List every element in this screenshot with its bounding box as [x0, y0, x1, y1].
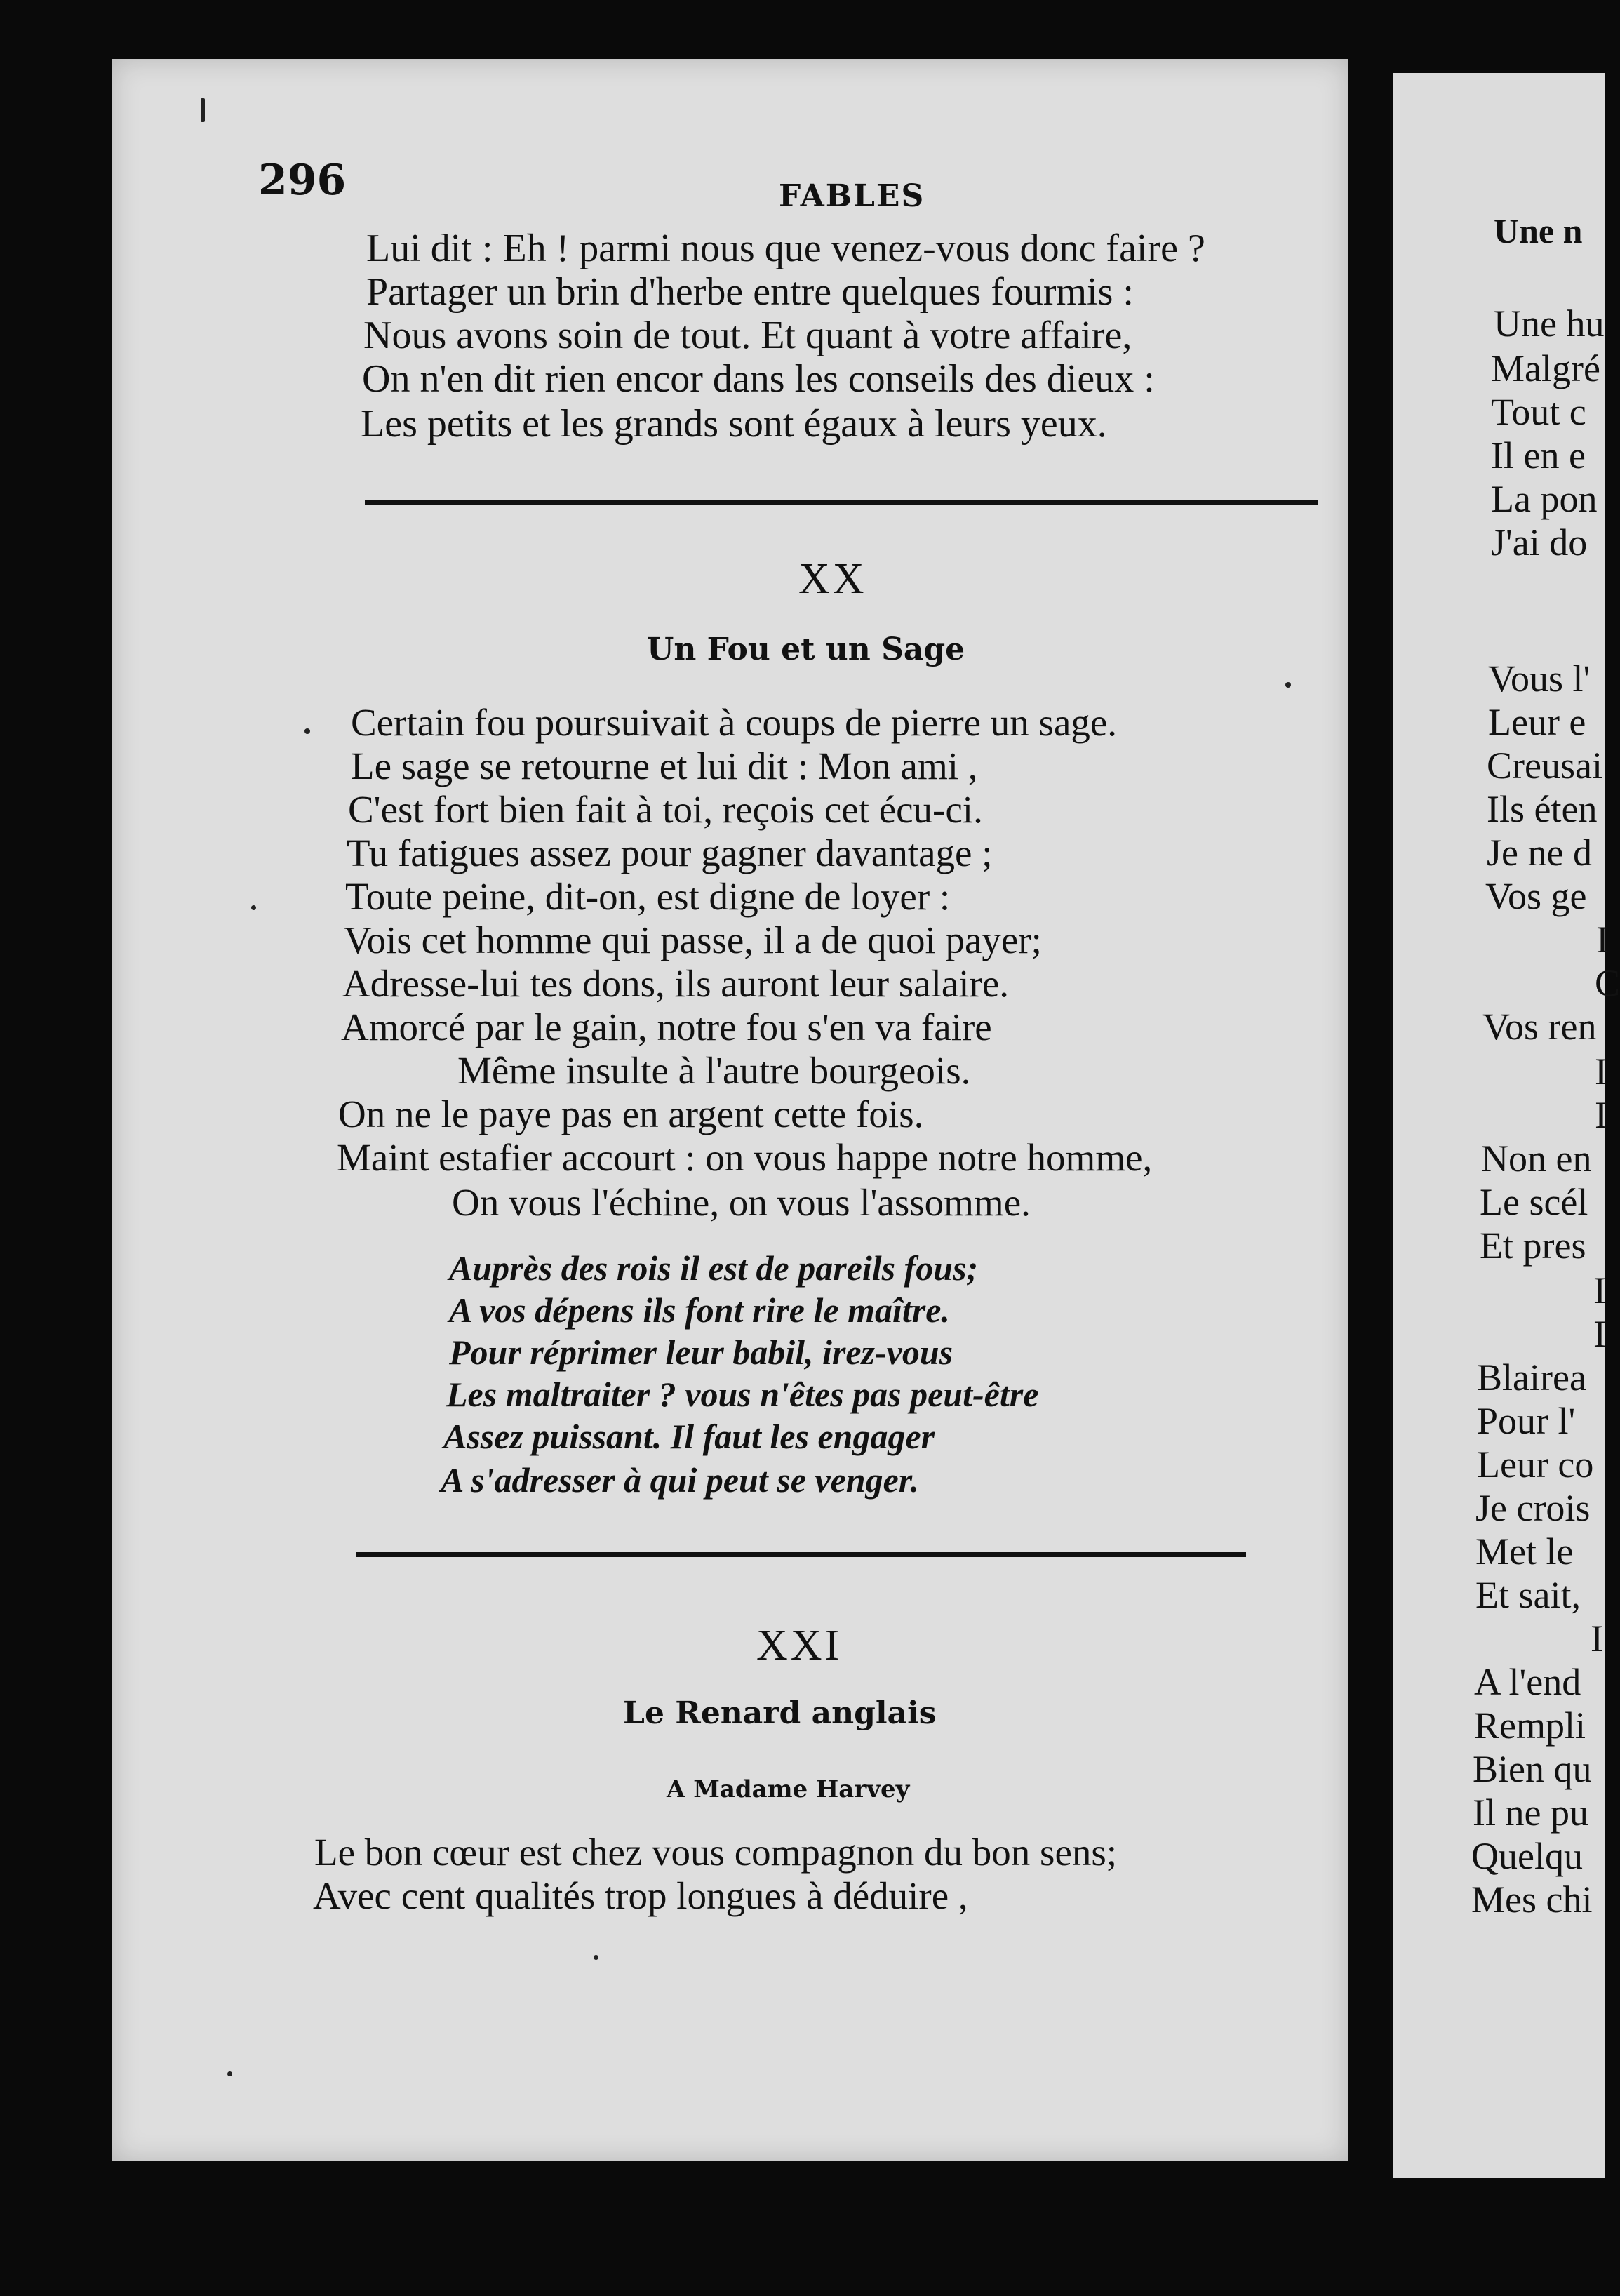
fable-title: Le Renard anglais — [623, 1695, 937, 1731]
ink-speck — [227, 2071, 232, 2076]
previous-verse: On n'en dit rien encor dans les conseils des dieux : — [362, 357, 1155, 401]
right-page-line: Une hu — [1494, 302, 1605, 345]
right-page-line: I — [1595, 1094, 1607, 1136]
right-page-line: Et pres — [1480, 1224, 1586, 1267]
ink-speck — [201, 98, 205, 122]
ink-speck — [1285, 682, 1291, 688]
right-page — [1393, 73, 1620, 2178]
ink-speck — [594, 1955, 598, 1960]
previous-verse: Partager un brin d'herbe entre quelques fourmis : — [366, 270, 1134, 314]
page-number: 296 — [258, 156, 347, 205]
previous-verse: Lui dit : Eh ! parmi nous que venez-vous donc faire ? — [366, 227, 1205, 270]
right-page-line: Leur co — [1477, 1443, 1594, 1486]
right-page-line: C — [1595, 962, 1620, 1004]
fable-dedication: A Madame Harvey — [667, 1775, 910, 1803]
previous-verse: Les petits et les grands sont égaux à leurs yeux. — [361, 402, 1107, 446]
fable-verse: Maint estafier accourt : on vous happe notre homme, — [337, 1136, 1153, 1179]
fable-verse: Tu fatigues assez pour gagner davantage ; — [347, 832, 993, 874]
right-page-line: Malgré — [1491, 347, 1600, 389]
right-page-line: I — [1595, 1050, 1607, 1093]
section-rule — [356, 1552, 1246, 1557]
moral-verse: Auprès des rois il est de pareils fous; — [449, 1248, 979, 1288]
right-page-line: Mes chi — [1471, 1878, 1593, 1921]
fable-numeral: XX — [798, 555, 867, 603]
right-page-line: I — [1593, 1313, 1606, 1355]
right-page-line: Le scél — [1480, 1181, 1588, 1223]
fable-verse: Le sage se retourne et lui dit : Mon ami , — [351, 745, 978, 787]
right-page-line: Non en — [1481, 1137, 1592, 1180]
fable-verse: Avec cent qualités trop longues à déduire , — [313, 1874, 968, 1917]
right-page-line: Rempli — [1474, 1704, 1586, 1747]
right-page-line: Tout c — [1491, 391, 1586, 433]
moral-verse: Pour réprimer leur babil, irez-vous — [449, 1333, 953, 1372]
right-page-line: Blairea — [1477, 1356, 1586, 1399]
fable-title: Un Fou et un Sage — [647, 632, 965, 667]
fable-verse: Adresse-lui tes dons, ils auront leur salaire. — [342, 962, 1010, 1005]
moral-verse: A vos dépens ils font rire le maître. — [449, 1290, 950, 1330]
fable-verse: Toute peine, dit-on, est digne de loyer : — [345, 875, 951, 918]
right-page-line: La pon — [1491, 478, 1598, 520]
right-page-line: Une n — [1494, 211, 1583, 251]
previous-verse: Nous avons soin de tout. Et quant à votre affaire, — [363, 314, 1132, 357]
right-page-line: Bien qu — [1473, 1748, 1592, 1790]
right-page-line: Pour l' — [1477, 1400, 1576, 1442]
section-rule — [365, 500, 1318, 505]
right-page-line: I — [1593, 1269, 1606, 1311]
moral-verse: A s'adresser à qui peut se venger. — [441, 1460, 919, 1500]
fable-verse: Le bon cœur est chez vous compagnon du bon sens; — [314, 1831, 1118, 1874]
right-page-line: Vos ren — [1482, 1006, 1597, 1048]
ink-speck — [304, 728, 310, 734]
running-head: FABLES — [779, 178, 925, 214]
right-page-line: A l'end — [1474, 1661, 1581, 1703]
right-page-line: Ils éten — [1487, 788, 1598, 830]
right-page-line: Met le — [1475, 1530, 1574, 1573]
moral-verse: Les maltraiter ? vous n'êtes pas peut-être — [446, 1375, 1039, 1414]
fable-verse: Amorcé par le gain, notre fou s'en va faire — [341, 1006, 992, 1048]
right-page-line: Il ne pu — [1473, 1791, 1588, 1834]
fable-numeral: XXI — [756, 1622, 843, 1669]
right-page-line: Leur e — [1488, 701, 1586, 743]
right-page-line: Et sait, — [1475, 1574, 1581, 1616]
right-page-line: I — [1596, 919, 1609, 961]
right-page-line: Je ne d — [1487, 832, 1592, 874]
right-page-line: I — [1591, 1617, 1603, 1660]
fable-verse: C'est fort bien fait à toi, reçois cet écu-ci. — [348, 788, 983, 831]
right-page-line: Je crois — [1475, 1487, 1591, 1529]
right-page-line: Vos ge — [1485, 875, 1587, 917]
fable-verse: Même insulte à l'autre bourgeois. — [457, 1049, 971, 1092]
fable-verse: Vois cet homme qui passe, il a de quoi payer; — [344, 919, 1042, 961]
right-page-line: Vous l' — [1488, 658, 1591, 700]
fable-verse: On ne le paye pas en argent cette fois. — [338, 1093, 924, 1135]
fable-verse: Certain fou poursuivait à coups de pierre un sage. — [351, 701, 1118, 744]
ink-speck — [251, 905, 256, 910]
right-page-line: Quelqu — [1471, 1835, 1583, 1877]
moral-verse: Assez puissant. Il faut les engager — [443, 1417, 935, 1456]
right-page-line: Il en e — [1491, 434, 1586, 476]
fable-verse: On vous l'échine, on vous l'assomme. — [452, 1181, 1031, 1224]
right-page-line: Creusai — [1487, 745, 1602, 787]
right-page-line: J'ai do — [1491, 521, 1588, 563]
